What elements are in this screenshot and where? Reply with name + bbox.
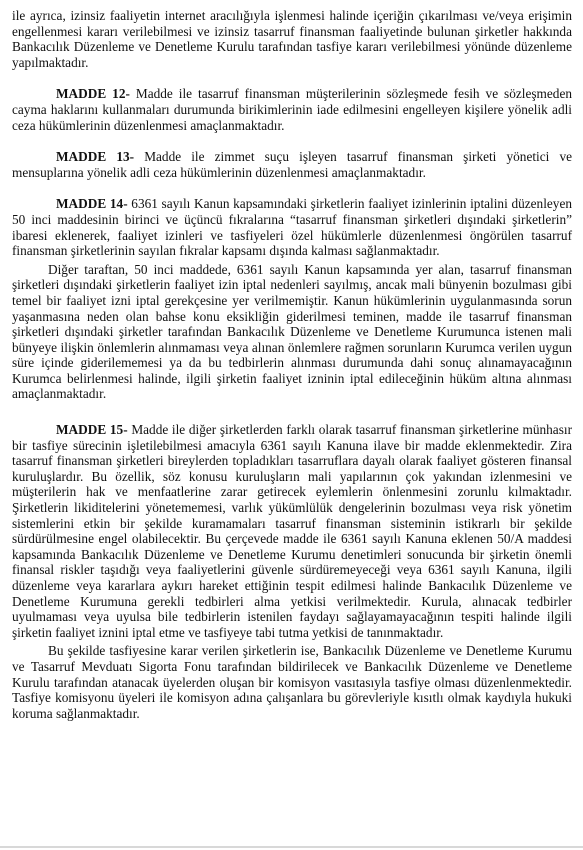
paragraph-text: Bu şekilde tasfiyesine karar verilen şirketlerin ise, Bankacılık Düzenleme ve Denetleme Kurumu ve Tasarruf Mevduatı Sigorta Fonu tarafından bildirilecek ve Bankacılık Düzenleme ve Denetleme Kurulu tarafından atanacak üyelerden oluşan bir komisyon vasıtasıyla tasfiye olması düzenlenmektedir. Tasfiye komisyonu üyeleri ile komisyon adına çalışanlara bu görevleriyle kısıtlı olmak kaydıyla hukuki koruma sağlanmaktadır. (12, 643, 572, 721)
article-15-paragraph (12, 422, 572, 640)
document-page (12, 8, 572, 721)
article-heading: MADDE 15- (56, 422, 128, 438)
paragraph-text: Diğer taraftan, 50 inci maddede, 6361 sayılı Kanun kapsamında yer alan, tasarruf finansman şirketleri dışındaki şirketlerin faaliyet izin iptal nedenleri sayılmış, ancak mali bünyenin bozulması gibi temel bir faaliyet izni iptal gerekçesine yer verilmemiştir. Kanun hükümlerinin uygulanmasında sorun yaşanmasına neden olan bahse konu eksikliğin giderilmesi teminen, madde ile tasarruf finansman şirketleri dışındaki şirketler tarafından Bankacılık Düzenleme ve Denetleme Kurumunca istenen mali bünyeye ilişkin önlemlerin alınmaması veya alınan önlemlere rağmen sorunların Kurumca verilen uygun süre içinde giderilememesi ya da bu tedbirlerin alınması durumunda dahi sonuç alınamayacağının Kurumca belirlenmesi halinde, ilgili şirketin faaliyet izninin iptal edileceğinin hüküm altına alınması amaçlanmaktadır. (12, 261, 572, 402)
article-14-paragraph-2 (12, 262, 572, 402)
article-heading: MADDE 12- (56, 86, 130, 102)
paragraph-text: Madde ile diğer şirketlerden farklı olarak tasarruf finansman şirketlerine münhasır bir tasfiye sürecinin işletilebilmesi amacıyla 6361 sayılı Kanuna ilave bir madde eklenmektedir. Zira tasarruf finansman şirketleri bireylerden topladıkları tasarruflara dayalı olarak faaliyet gösteren finansal kuruluşlardır. Bu özellik, söz konusu kuruluşların mali yapılarının çok yakından izlenmesini ve müşterilerin hak ve menfaatlerine zarar getirecek eylemlerin önlenmesini zorunlu kılmaktadır. Şirketlerin likiditelerini yönetememesi, varlık yükümlülük dengelerinin bozulması veya risk yönetim sistemlerini etkin bir şekilde kuramamaları tasarruf finansman sisteminin istikrarlı bir şekilde sürdürülmesine engel olabilecektir. Bu çerçevede madde ile 6361 sayılı Kanuna eklenen 50/A maddesi kapsamında Bankacılık Düzenleme ve Denetleme Kurumu denetimleri sonucunda bir şirketin önemli finansal riskler taşıdığı veya faaliyetlerini güvenle sürdüremeyeceği veya 6361 sayılı Kanuna, ilgili düzenleme veya kararlara aykırı hareket ettiğinin tespit edilmesi halinde Bankacılık Düzenleme ve Denetleme Kurumuna gerekli tedbirleri alma yetkisi verilmektedir. Kurula, alınacak tedbirler uyulmaması veya uyulsa bile tedbirlerin istenilen faydayı sağlayamayacağının tespiti halinde ilgili şirketin faaliyet iznini iptal etme ve tasfiyeye tabi tutma yetkisi de tanınmaktadır. (12, 422, 572, 640)
paragraph-text: Madde ile zimmet suçu işleyen tasarruf finansman şirketi yönetici ve mensuplarına yönelik adli ceza hükümlerinin düzenlenmesi amaçlanmaktadır. (12, 149, 573, 180)
article-heading: MADDE 13- (56, 149, 135, 165)
article-12-paragraph (12, 86, 572, 133)
page-bottom-rule (0, 846, 583, 848)
article-15-paragraph-2 (12, 643, 572, 721)
paragraph-continuation (12, 8, 572, 70)
article-13-paragraph (12, 149, 572, 180)
paragraph-text: ile ayrıca, izinsiz faaliyetin internet aracılığıyla işlenmesi halinde içeriğin çıkarılması ve/veya erişimin engellenmesi kararı verilebilmesi ve izinsiz tasarruf finansman faaliyetinde bulunan şirketler hakkında Bankacılık Düzenleme ve Denetleme Kurulu tarafından tasfiye kararı verilebilmesi yönünde düzenleme yapılmaktadır. (12, 8, 572, 70)
paragraph-text: 6361 sayılı Kanun kapsamındaki şirketlerin faaliyet izinlerinin iptalini düzenleyen 50 inci maddesinin birinci ve üçüncü fıkralarına “tasarruf finansman şirketleri dışındaki şirketlerin” ibaresi eklenerek, faaliyet izinleri ve tasfiyeleri özel hükümlerle düzenlenmesi öngörülen tasarruf finansman şirketlerinin sayılan fıkralar kapsamı dışında kalması sağlanmaktadır. (12, 196, 572, 259)
article-heading: MADDE 14- (56, 196, 128, 212)
article-14-paragraph (12, 196, 572, 258)
paragraph-text: Madde ile tasarruf finansman müşterilerinin sözleşmede fesih ve sözleşmeden cayma haklarını kullanmaları durumunda birikimlerinin iade edilmesini engelleyen kişilere yönelik adli ceza hükümlerinin düzenlenmesi amaçlanmaktadır. (12, 86, 572, 133)
